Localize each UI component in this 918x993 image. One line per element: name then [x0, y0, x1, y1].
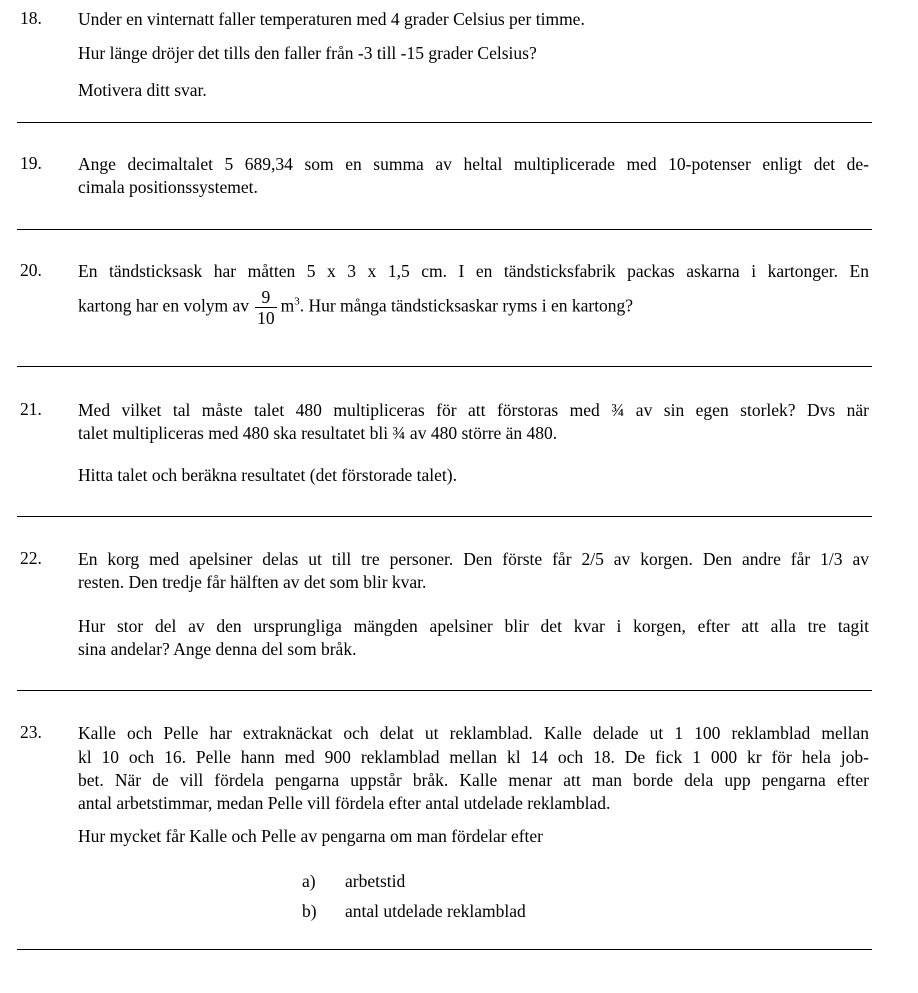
problem-text: Under en vinternatt faller temperaturen med 4 grader Celsius per timme.: [78, 9, 585, 29]
problem-number: 22.: [20, 548, 42, 568]
problem-text: kl 10 och 16. Pelle hann med 900 reklamblad mellan kl 14 och 18. De fick 1 000 kr för hela job-: [78, 747, 869, 767]
divider: [17, 229, 872, 230]
problem-text: Hur länge dröjer det tills den faller från -3 till -15 grader Celsius?: [78, 43, 537, 63]
fraction: [255, 287, 277, 328]
problem-number: 19.: [20, 153, 42, 173]
divider: [17, 516, 872, 517]
subquestion-label: b): [302, 901, 317, 921]
unit: m: [280, 295, 295, 316]
problem-text: Med vilket tal måste talet 480 multipliceras för att förstoras med ¾ av sin egen storlek? Dvs när: [78, 400, 869, 420]
problem-text: Hitta talet och beräkna resultatet (det förstorade talet).: [78, 465, 457, 485]
problem-number: 21.: [20, 399, 42, 419]
problem-text: bet. När de vill fördela pengarna uppstår bråk. Kalle menar att man borde dela upp pengarna efter: [78, 770, 869, 790]
subquestion-text: arbetstid: [345, 871, 406, 891]
problem-number: 18.: [20, 8, 42, 28]
subquestion-text: antal utdelade reklamblad: [345, 901, 526, 921]
problem-text: En korg med apelsiner delas ut till tre personer. Den förste får 2/5 av korgen. Den andre får 1/3 av: [78, 549, 869, 569]
problem-number: 23.: [20, 722, 42, 742]
problem-text: En tändsticksask har måtten 5 x 3 x 1,5 cm. I en tändsticksfabrik packas askarna i kartonger. En: [78, 261, 869, 281]
text-segment: . Hur många tändsticksaskar ryms i en kartong?: [299, 295, 634, 316]
problem-text-with-fraction: [78, 287, 869, 328]
unit-exponent: 3: [294, 295, 300, 308]
divider: [17, 366, 872, 367]
problem-text: Motivera ditt svar.: [78, 80, 207, 100]
divider: [17, 949, 872, 950]
problem-text: talet multipliceras med 480 ska resultatet bli ¾ av 480 större än 480.: [78, 423, 558, 443]
divider: [17, 690, 872, 691]
problem-text: sina andelar? Ange denna del som bråk.: [78, 639, 357, 659]
subquestion-label: a): [302, 871, 316, 891]
text-segment: kartong har en volym av: [78, 295, 250, 316]
fraction-numerator: 9: [255, 287, 277, 308]
problem-text: antal arbetstimmar, medan Pelle vill fördela efter antal utdelade reklamblad.: [78, 793, 611, 813]
problem-text: Kalle och Pelle har extraknäckat och delat ut reklamblad. Kalle delade ut 1 100 reklamblad mellan: [78, 723, 869, 743]
fraction-denominator: 10: [257, 308, 275, 328]
problem-number: 20.: [20, 260, 42, 280]
problem-text: Hur mycket får Kalle och Pelle av pengarna om man fördelar efter: [78, 826, 543, 846]
problem-text: resten. Den tredje får hälften av det som blir kvar.: [78, 572, 427, 592]
divider: [17, 122, 872, 123]
problem-text: Hur stor del av den ursprungliga mängden apelsiner blir det kvar i korgen, efter att alla tre tagit: [78, 616, 869, 636]
problem-text: cimala positionssystemet.: [78, 177, 258, 197]
problem-text: Ange decimaltalet 5 689,34 som en summa av heltal multiplicerade med 10-potenser enligt det de-: [78, 154, 869, 174]
